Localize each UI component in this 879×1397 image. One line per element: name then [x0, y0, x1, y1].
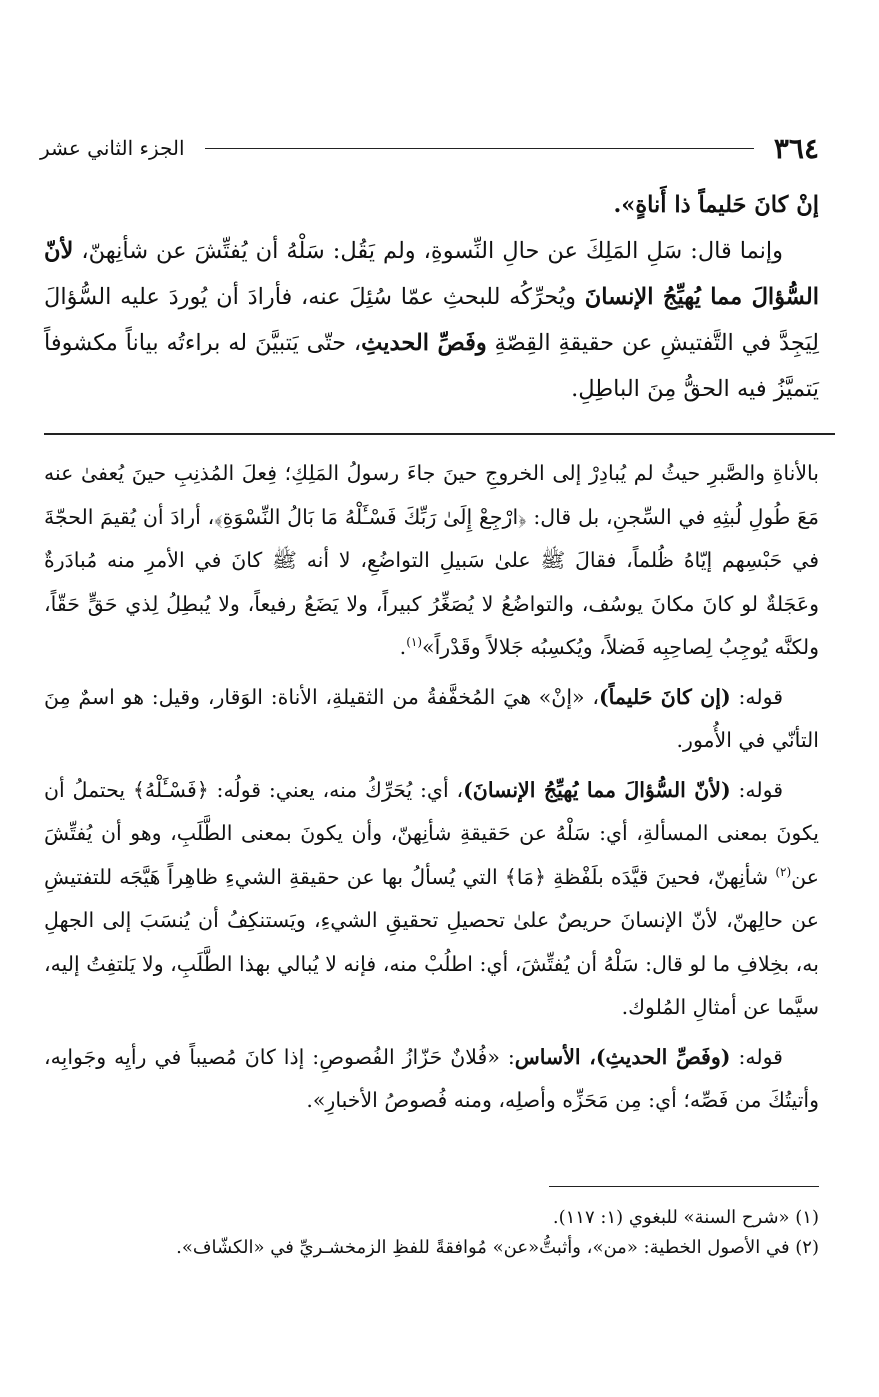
- commentary-paragraph-3: قوله: (لأنّ السُّؤالَ مما يُهيِّجُ الإنسانَ)، أي: يُحَرِّكُ منه، يعني: قولُه: ﴿فَسْـَٔلْهُ﴾ يحتملُ أن يكونَ بمعنى المسألةِ، أي: سَلْهُ عن حَقيقةِ شأنِهنّ، وأن يكونَ بمعنى الطَّلَبِ، وهو أن يُفتِّشَ عن$^{(٢)}$ شأنِهنّ، فحينَ قيَّدَه بلَفْظةِ ﴿مَا﴾ التي يُسألُ بها عن حقيقةِ الشيءِ ظاهِراً هَيَّجَه للتفتيشِ عن حالِهنّ، لأنّ الإنسانَ حريصٌ علىٰ تحصيلِ تحقيقِ الشيءِ، ويَستنكِفُ أن يُنسَبَ إلى الجهلِ به، بخِلافِ ما لو قال: سَلْهُ أن يُفتِّشَ، أي: اطلُبْ منه، فإنه لا يُبالي بهذا الطَّلَبِ، ولا يَلتفِتُ إليه، سيَّما عن أمثالِ المُلوك.: [44, 777, 819, 1019]
- main-paragraph-2: وإنما قال: سَلِ المَلِكَ عن حالِ النِّسوةِ، ولم يَقُل: سَلْهُ أن يُفتِّشَ عن شأنِهنّ، لأنّ السُّؤالَ مما يُهيِّجُ الإنسانَ ويُحرِّكُه للبحثِ عمّا سُئِلَ عنه، فأرادَ أن يُوردَ عليه السُّؤالَ لِيَجِدَّ في التَّفتيشِ عن حقيقةِ القِصّةِ وفَصِّ الحديثِ، حتّى يَتبيَّنَ له براءتُه بياناً مكشوفاً يَتميَّزُ فيه الحقُّ مِنَ الباطِلِ.: [44, 238, 819, 402]
- footnote-separator: [549, 1186, 819, 1187]
- commentary-paragraph-2: قوله: (إن كانَ حَليماً)، «إنْ» هيَ المُخفَّفةُ من الثقيلةِ، الأناة: الوَقار، وقيل: هو اسمٌ مِنَ التأنّي في الأُمور.: [44, 684, 819, 752]
- footnote-marker[interactable]: (٢): [775, 864, 792, 879]
- lemma: (وفَصِّ الحديثِ)، الأساس: [514, 1044, 731, 1069]
- main-paragraph-1: إنْ كانَ حَليماً ذا أَناةٍ».: [613, 192, 819, 218]
- footnotes: [44, 1203, 819, 1263]
- header-rule: [205, 148, 754, 149]
- quoted-phrase: وفَصِّ الحديثِ: [361, 330, 487, 356]
- page-number: ٣٦٤: [773, 131, 819, 165]
- running-title: الجزء الثاني عشر: [40, 136, 185, 160]
- lemma: (إن كانَ حَليماً): [598, 684, 731, 709]
- main-text: [44, 182, 819, 412]
- footnote-marker[interactable]: (١): [406, 635, 423, 650]
- footnote-1: (١) «شرح السنة» للبغوي (١: ١١٧).: [552, 1207, 819, 1228]
- lemma: (لأنّ السُّؤالَ مما يُهيِّجُ الإنسانَ): [463, 777, 731, 802]
- commentary-paragraph-4: قوله: (وفَصِّ الحديثِ)، الأساس: «فُلانٌ حَزّازُ الفُصوصِ: إذا كانَ مُصيباً في رأيِه وجَوابِه، وأتيتُكَ من فَصِّه؛ أي: مِن مَحَزِّه وأصلِه، ومنه فُصوصُ الأخبارِ».: [44, 1044, 819, 1112]
- commentary-paragraph-1: بالأناةِ والصَّبرِ حيثُ لم يُبادِرْ إلى الخروجِ حينَ جاءَ رسولُ المَلِكِ؛ فِعلَ المُذنِبِ حينَ يُعفىٰ عنه مَعَ طُولِ لُبثِهِ في السِّجنِ، بل قال: ﴿ارْجِعْ إِلَىٰ رَبِّكَ فَسْـَٔلْهُ مَا بَالُ النِّسْوَةِ﴾، أرادَ أن يُقيمَ الحجّةَ في حَبْسِهم إيّاهُ ظُلماً، فقالَ ﷺ علىٰ سَبيلِ التواضُعِ، لا أنه ﷺ كانَ في الأمرِ منه مُبادَرةٌ وعَجَلةٌ لو كانَ مكانَ يوسُف، والتواضُعُ لا يُصَغِّرُ كبيراً، ولا يَضَعُ رفيعاً، ولا يُبطِلُ لِذي حَقٍّ حَقّاً، ولكنَّه يُوجِبُ لِصاحِبِه فَضلاً، ويُكسِبُه جَلالاً وقَدْراً»$^{(١)}$.: [44, 461, 819, 659]
- footnote-2: (٢) في الأصول الخطية: «من»، وأثبتُّ«عن» مُوافقةً للفظِ الزمخشـريِّ في «الكشّاف».: [176, 1237, 819, 1258]
- text-commentary-separator: [44, 433, 835, 435]
- quoted-phrase: لأنّ السُّؤالَ مما يُهيِّجُ الإنسانَ: [44, 238, 819, 310]
- running-header: [40, 128, 819, 168]
- commentary: [44, 452, 819, 1123]
